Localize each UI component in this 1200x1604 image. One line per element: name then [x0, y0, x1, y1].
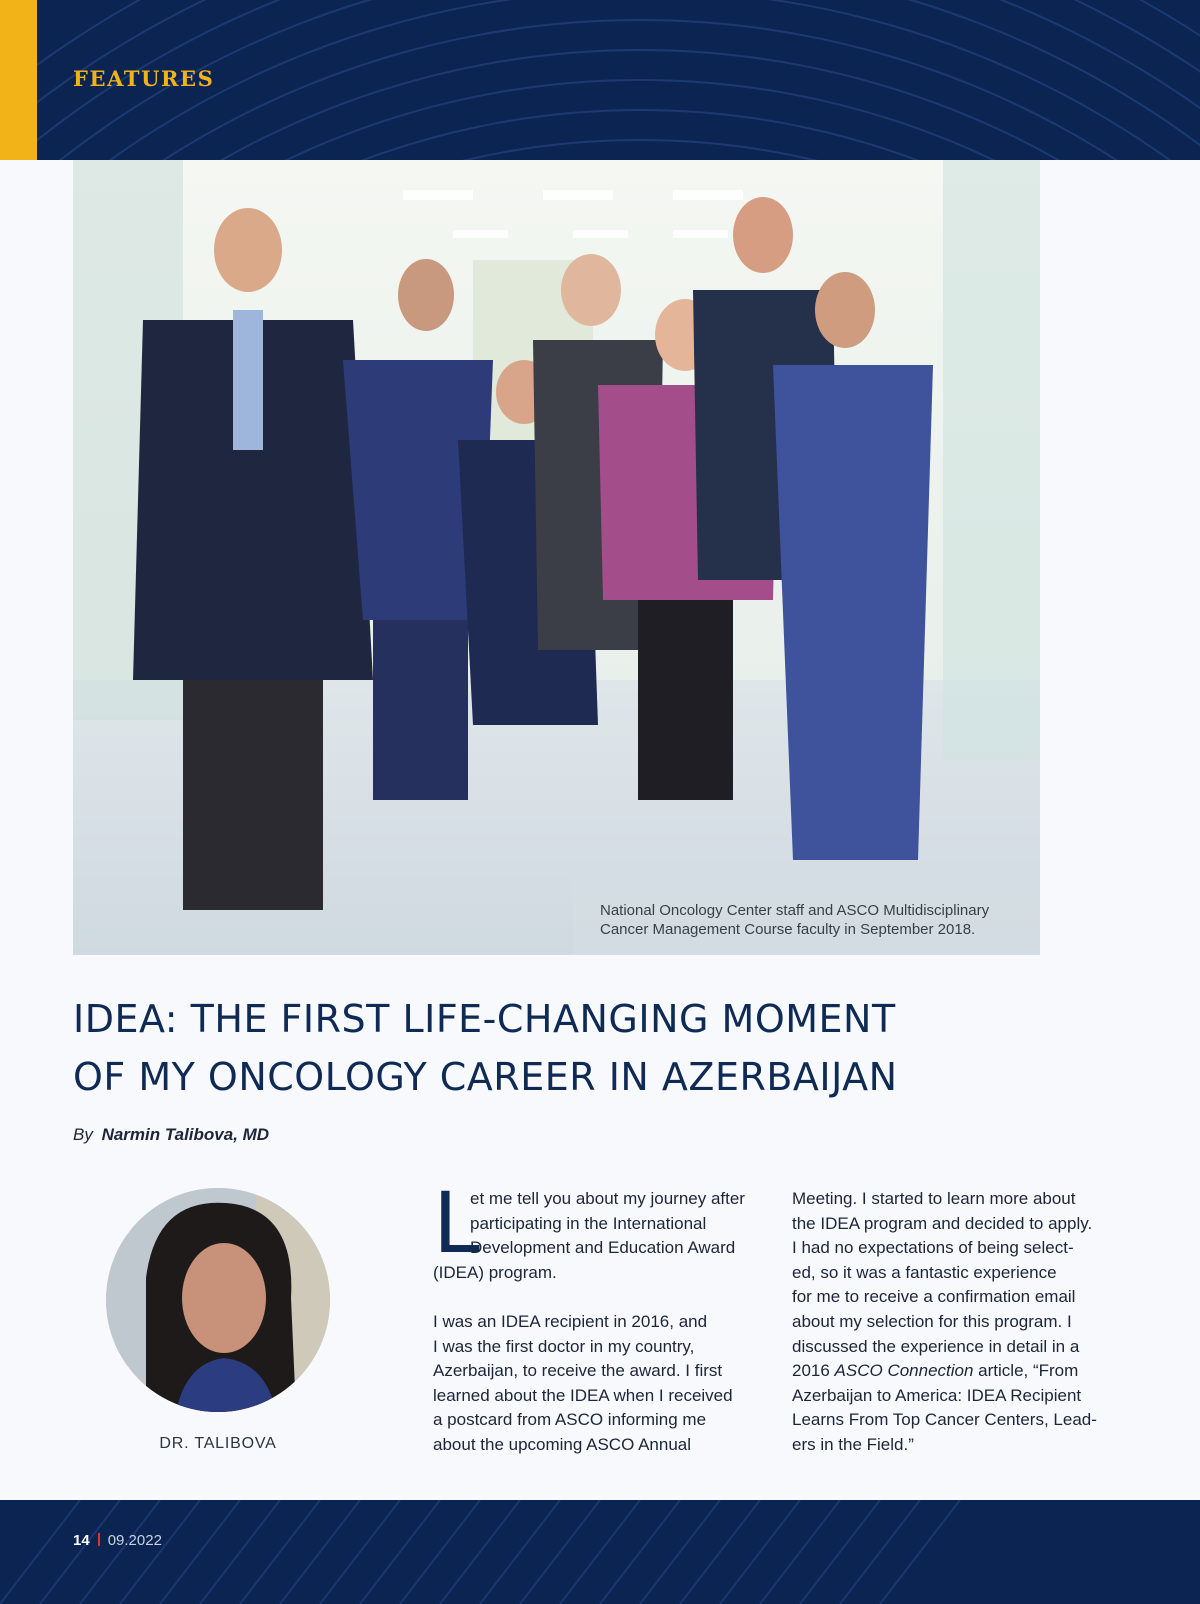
- paragraph-line: participating in the International: [470, 1213, 707, 1233]
- paragraph-line: (IDEA) program.: [433, 1262, 557, 1282]
- author-portrait: [106, 1188, 330, 1412]
- article-title: [73, 990, 1073, 1106]
- page-folio: [73, 1532, 162, 1549]
- paragraph-line: Learns From Top Cancer Centers, Lead-: [792, 1410, 1097, 1430]
- portrait-caption: DR. TALIBOVA: [159, 1435, 277, 1452]
- paragraph-line: Azerbaijan, to receive the award. I first: [433, 1361, 723, 1381]
- photo-caption: [600, 901, 1040, 939]
- photo-caption-line: Cancer Management Course faculty in September 2018.: [600, 921, 976, 938]
- issue-date: 09.2022: [107, 1532, 162, 1549]
- paragraph-line: about the upcoming ASCO Annual: [433, 1434, 692, 1454]
- byline: [73, 1125, 269, 1145]
- paragraph-line: ers in the Field.”: [792, 1434, 914, 1454]
- section-tab-marker: [0, 0, 37, 160]
- paragraph-line: discussed the experience in detail in a: [792, 1336, 1080, 1356]
- author-portrait-illustration: [106, 1188, 330, 1412]
- paragraph-line: I was the first doctor in my country,: [433, 1336, 695, 1356]
- paragraph-line: I had no expectations of being select-: [792, 1238, 1074, 1258]
- article-column-1: [433, 1187, 773, 1458]
- article-title-line: OF MY ONCOLOGY CAREER IN AZERBAIJAN: [73, 1055, 898, 1099]
- group-photo-illustration: [73, 160, 1040, 955]
- paragraph-line: Azerbaijan to America: IDEA Recipient: [792, 1385, 1082, 1405]
- paragraph-line: ed, so it was a fantastic experience: [792, 1262, 1057, 1282]
- paragraph-line: Development and Education Award: [470, 1238, 736, 1258]
- article-title-line: IDEA: THE FIRST LIFE-CHANGING MOMENT: [73, 997, 896, 1041]
- drop-cap: L: [433, 1174, 480, 1272]
- paragraph-line: learned about the IDEA when I received: [433, 1385, 733, 1405]
- section-label: FEATURES: [73, 66, 215, 91]
- paragraph-line: a postcard from ASCO informing me: [433, 1410, 707, 1430]
- photo-caption-line: National Oncology Center staff and ASCO Multidisciplinary: [600, 902, 990, 919]
- paragraph-line: [792, 1359, 1127, 1384]
- paragraph-line: about my selection for this program. I: [792, 1311, 1072, 1331]
- paragraph-break: [433, 1285, 773, 1310]
- paragraph-line: I was an IDEA recipient in 2016, and: [433, 1311, 708, 1331]
- paragraph-line: et me tell you about my journey after: [470, 1189, 745, 1208]
- byline-prefix: By: [73, 1125, 93, 1144]
- author-name: Narmin Talibova, MD: [101, 1125, 270, 1144]
- folio-separator: [98, 1533, 100, 1546]
- line-text: article, “From: [973, 1361, 1079, 1381]
- paragraph-line: Meeting. I started to learn more about: [792, 1189, 1076, 1208]
- footer-band: [0, 1500, 1200, 1604]
- line-text: 2016: [792, 1361, 835, 1381]
- footer-stripe-pattern: [0, 1500, 1200, 1604]
- group-photo: [73, 160, 1040, 955]
- paragraph-line: the IDEA program and decided to apply.: [792, 1213, 1093, 1233]
- article-column-2: [792, 1187, 1127, 1458]
- page-number: 14: [73, 1532, 90, 1549]
- publication-title: ASCO Connection: [834, 1361, 974, 1381]
- paragraph-line: for me to receive a confirmation email: [792, 1287, 1076, 1307]
